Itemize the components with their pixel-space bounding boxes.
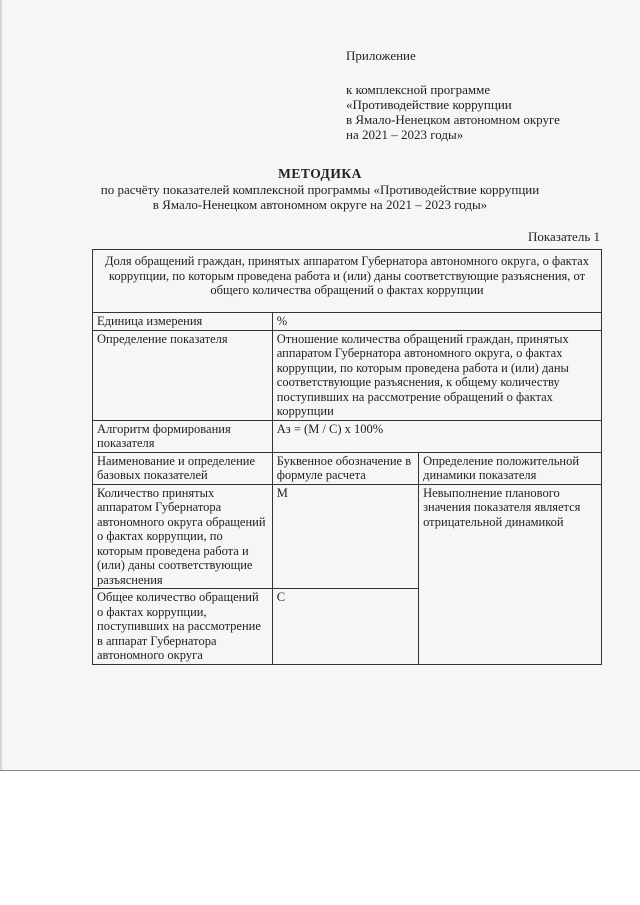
- definition-label: Определение показателя: [93, 330, 273, 420]
- column-header: Определение положительной динамики показателя: [419, 452, 602, 484]
- document-subtitle-line-2: в Ямало-Ненецком автономном округе на 2021 – 2023 годы»: [152, 197, 488, 212]
- scan-edge: [0, 0, 2, 770]
- base-indicator-symbol: С: [272, 589, 418, 665]
- table-header-row: [93, 250, 602, 313]
- methodology-table: [92, 249, 602, 665]
- appendix-line: в Ямало-Ненецком автономном округе: [346, 112, 560, 127]
- table-column-header-row: [93, 452, 602, 484]
- algorithm-formula: Аз = (М / С) х 100%: [272, 420, 601, 452]
- base-indicator-symbol: М: [272, 484, 418, 589]
- base-indicator-name: Общее количество обращений о фактах коррупции, поступивших на рассмотрение в аппарат Губернатора автономного округа: [93, 589, 273, 665]
- positive-dynamics-definition: Невыполнение планового значения показателя является отрицательной динамикой: [419, 484, 602, 664]
- table-row: [93, 420, 602, 452]
- unit-value: %: [272, 313, 601, 331]
- blank-area: [0, 771, 640, 905]
- base-indicator-name: Количество принятых аппаратом Губернатора автономного округа обращений о фактах коррупции, по которым проведена работа и (или) даны соответствующие разъяснения: [93, 484, 273, 589]
- document-title: МЕТОДИКА: [278, 166, 362, 181]
- appendix-line: на 2021 – 2023 годы»: [346, 127, 464, 142]
- column-header: Буквенное обозначение в формуле расчета: [272, 452, 418, 484]
- indicator-label: Показатель 1: [528, 229, 600, 244]
- appendix-label: Приложение: [346, 48, 416, 63]
- document-subtitle-line-1: по расчёту показателей комплексной программы «Противодействие коррупции: [100, 182, 540, 197]
- definition-value: Отношение количества обращений граждан, принятых аппаратом Губернатора автономного округа, о фактах коррупции, по которым проведена работа и (или) даны соответствующие разъяснения, к общему количеству поступивших на рассмотрение обращений о фактах коррупции: [272, 330, 601, 420]
- unit-label: Единица измерения: [93, 313, 273, 331]
- appendix-line: «Противодействие коррупции: [346, 97, 512, 112]
- appendix-reference: [346, 82, 560, 142]
- table-row: [93, 313, 602, 331]
- algorithm-label: Алгоритм формирования показателя: [93, 420, 273, 452]
- appendix-line: к комплексной программе: [346, 82, 491, 97]
- indicator-title-cell: Доля обращений граждан, принятых аппаратом Губернатора автономного округа, о фактах коррупции, по которым проведена работа и (или) даны соответствующие разъяснения, от общего количества обращений о фактах коррупции: [93, 250, 602, 313]
- table-row: [93, 484, 602, 589]
- column-header: Наименование и определение базовых показателей: [93, 452, 273, 484]
- table-row: [93, 330, 602, 420]
